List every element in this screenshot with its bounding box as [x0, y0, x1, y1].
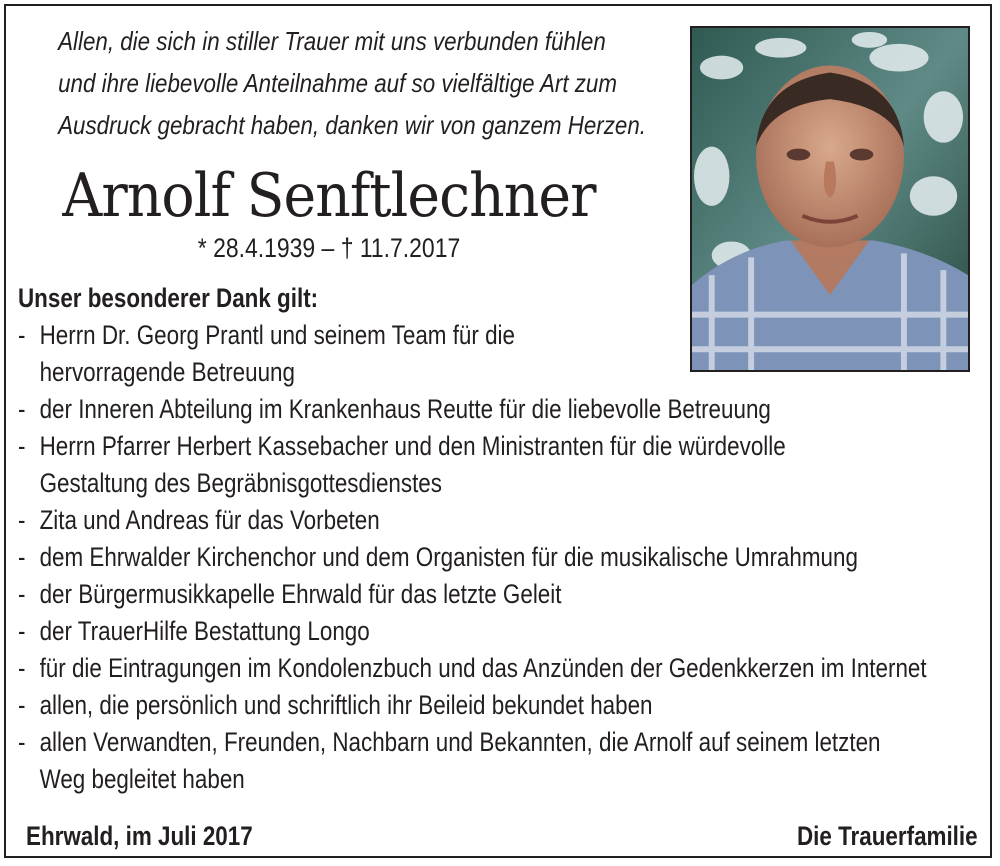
list-item: [18, 317, 964, 391]
footer: [26, 816, 978, 856]
list-dash: -: [18, 542, 26, 572]
list-dash: -: [18, 653, 26, 683]
list-dash: -: [18, 394, 26, 424]
list-item-text: Herrn Dr. Georg Prantl und seinem Team für die: [39, 320, 515, 350]
list-dash: -: [18, 431, 26, 461]
signature: Die Trauerfamilie: [797, 821, 978, 851]
intro-line: Allen, die sich in stiller Trauer mit uns verbunden fühlen: [58, 26, 606, 56]
list-item-text: der Bürgermusikkapelle Ehrwald für das letzte Geleit: [39, 579, 562, 609]
intro-line: und ihre liebevolle Anteilnahme auf so vielfältige Art zum: [58, 68, 617, 98]
list-item: [18, 724, 964, 798]
list-item-text: der TrauerHilfe Bestattung Longo: [39, 616, 370, 646]
list-item-continuation: Gestaltung des Begräbnisgottesdienstes: [39, 468, 442, 498]
list-item: [18, 687, 964, 724]
list-item: [18, 428, 964, 502]
list-dash: -: [18, 616, 26, 646]
list-dash: -: [18, 579, 26, 609]
list-item: [18, 502, 964, 539]
list-item: [18, 613, 964, 650]
thanks-section: [18, 280, 964, 798]
list-dash: -: [18, 727, 26, 757]
list-item: [18, 576, 964, 613]
life-dates: * 28.4.1939 – † 11.7.2017: [197, 233, 461, 263]
list-dash: -: [18, 320, 26, 350]
list-item-text: der Inneren Abteilung im Krankenhaus Reutte für die liebevolle Betreuung: [39, 394, 771, 424]
list-dash: -: [18, 690, 26, 720]
intro-text: [58, 20, 647, 146]
intro-line: Ausdruck gebracht haben, danken wir von ganzem Herzen.: [58, 110, 647, 140]
deceased-name: Arnolf Senftlechner: [62, 161, 596, 231]
list-item: [18, 650, 964, 687]
list-item-continuation: hervorragende Betreuung: [39, 357, 295, 387]
list-dash: -: [18, 505, 26, 535]
list-item-text: dem Ehrwalder Kirchenchor und dem Organisten für die musikalische Umrahmung: [39, 542, 858, 572]
list-item-text: für die Eintragungen im Kondolenzbuch und das Anzünden der Gedenkkerzen im Internet: [39, 653, 927, 683]
list-item: [18, 539, 964, 576]
list-item-text: Zita und Andreas für das Vorbeten: [39, 505, 380, 535]
thanks-title: Unser besonderer Dank gilt:: [18, 283, 319, 313]
list-item-text: allen Verwandten, Freunden, Nachbarn und Bekannten, die Arnolf auf seinem letzten: [39, 727, 881, 757]
place-date: Ehrwald, im Juli 2017: [26, 821, 253, 851]
list-item-continuation: Weg begleitet haben: [39, 764, 245, 794]
list-item: [18, 391, 964, 428]
list-item-text: Herrn Pfarrer Herbert Kassebacher und den Ministranten für die würdevolle: [39, 431, 786, 461]
list-item-text: allen, die persönlich und schriftlich ihr Beileid bekundet haben: [39, 690, 653, 720]
